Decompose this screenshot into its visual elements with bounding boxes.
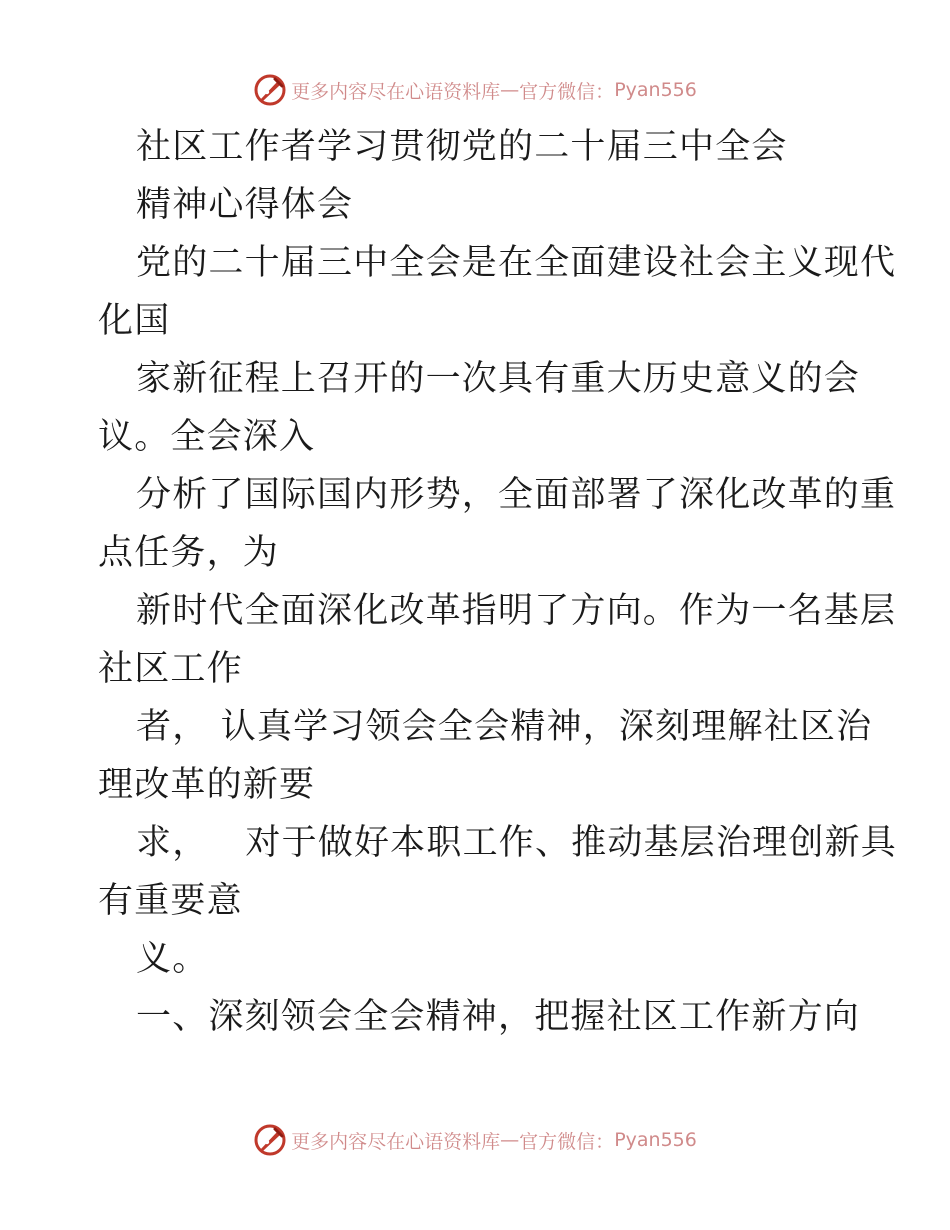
quill-logo-icon: [253, 1123, 287, 1157]
doc-line: 有重要意: [98, 881, 243, 921]
header-watermark: [0, 70, 950, 110]
doc-line: 点任务，为: [98, 533, 280, 573]
doc-line: 社区工作者学习贯彻党的二十届三中全会: [136, 127, 788, 167]
doc-line: 义。: [136, 939, 209, 979]
doc-line: 精神心得体会: [136, 185, 354, 225]
watermark-dash: —: [500, 1129, 520, 1151]
watermark-site-text: 更多内容尽在心语资料库: [291, 80, 501, 103]
doc-line: 新时代全面深化改革指明了方向。作为一名基层: [136, 591, 897, 631]
doc-line: 社区工作: [98, 649, 243, 689]
doc-line: 求， 对于做好本职工作、推动基层治理创新具: [136, 823, 897, 863]
doc-line: 家新征程上召开的一次具有重大历史意义的会: [136, 359, 861, 399]
quill-logo-icon: [253, 73, 287, 107]
watermark-official-text: 官方微信：: [519, 1130, 615, 1153]
doc-line: 一、深刻领会全会精神，把握社区工作新方向: [136, 997, 861, 1037]
watermark-account: Pyan556: [614, 79, 697, 101]
footer-watermark: [0, 1120, 950, 1160]
doc-line: 议。全会深入: [98, 417, 316, 457]
document-body: [98, 118, 897, 1046]
doc-line: 党的二十届三中全会是在全面建设社会主义现代: [136, 243, 897, 283]
watermark-site-text: 更多内容尽在心语资料库: [291, 1130, 501, 1153]
watermark-account: Pyan556: [614, 1129, 697, 1151]
doc-line: 理改革的新要: [98, 765, 316, 805]
doc-line: 化国: [98, 301, 171, 341]
watermark-official-text: 官方微信：: [519, 80, 615, 103]
doc-line: 者， 认真学习领会全会精神，深刻理解社区治: [136, 707, 873, 747]
watermark-dash: —: [500, 79, 520, 101]
doc-line: 分析了国际国内形势，全面部署了深化改革的重: [136, 475, 897, 515]
